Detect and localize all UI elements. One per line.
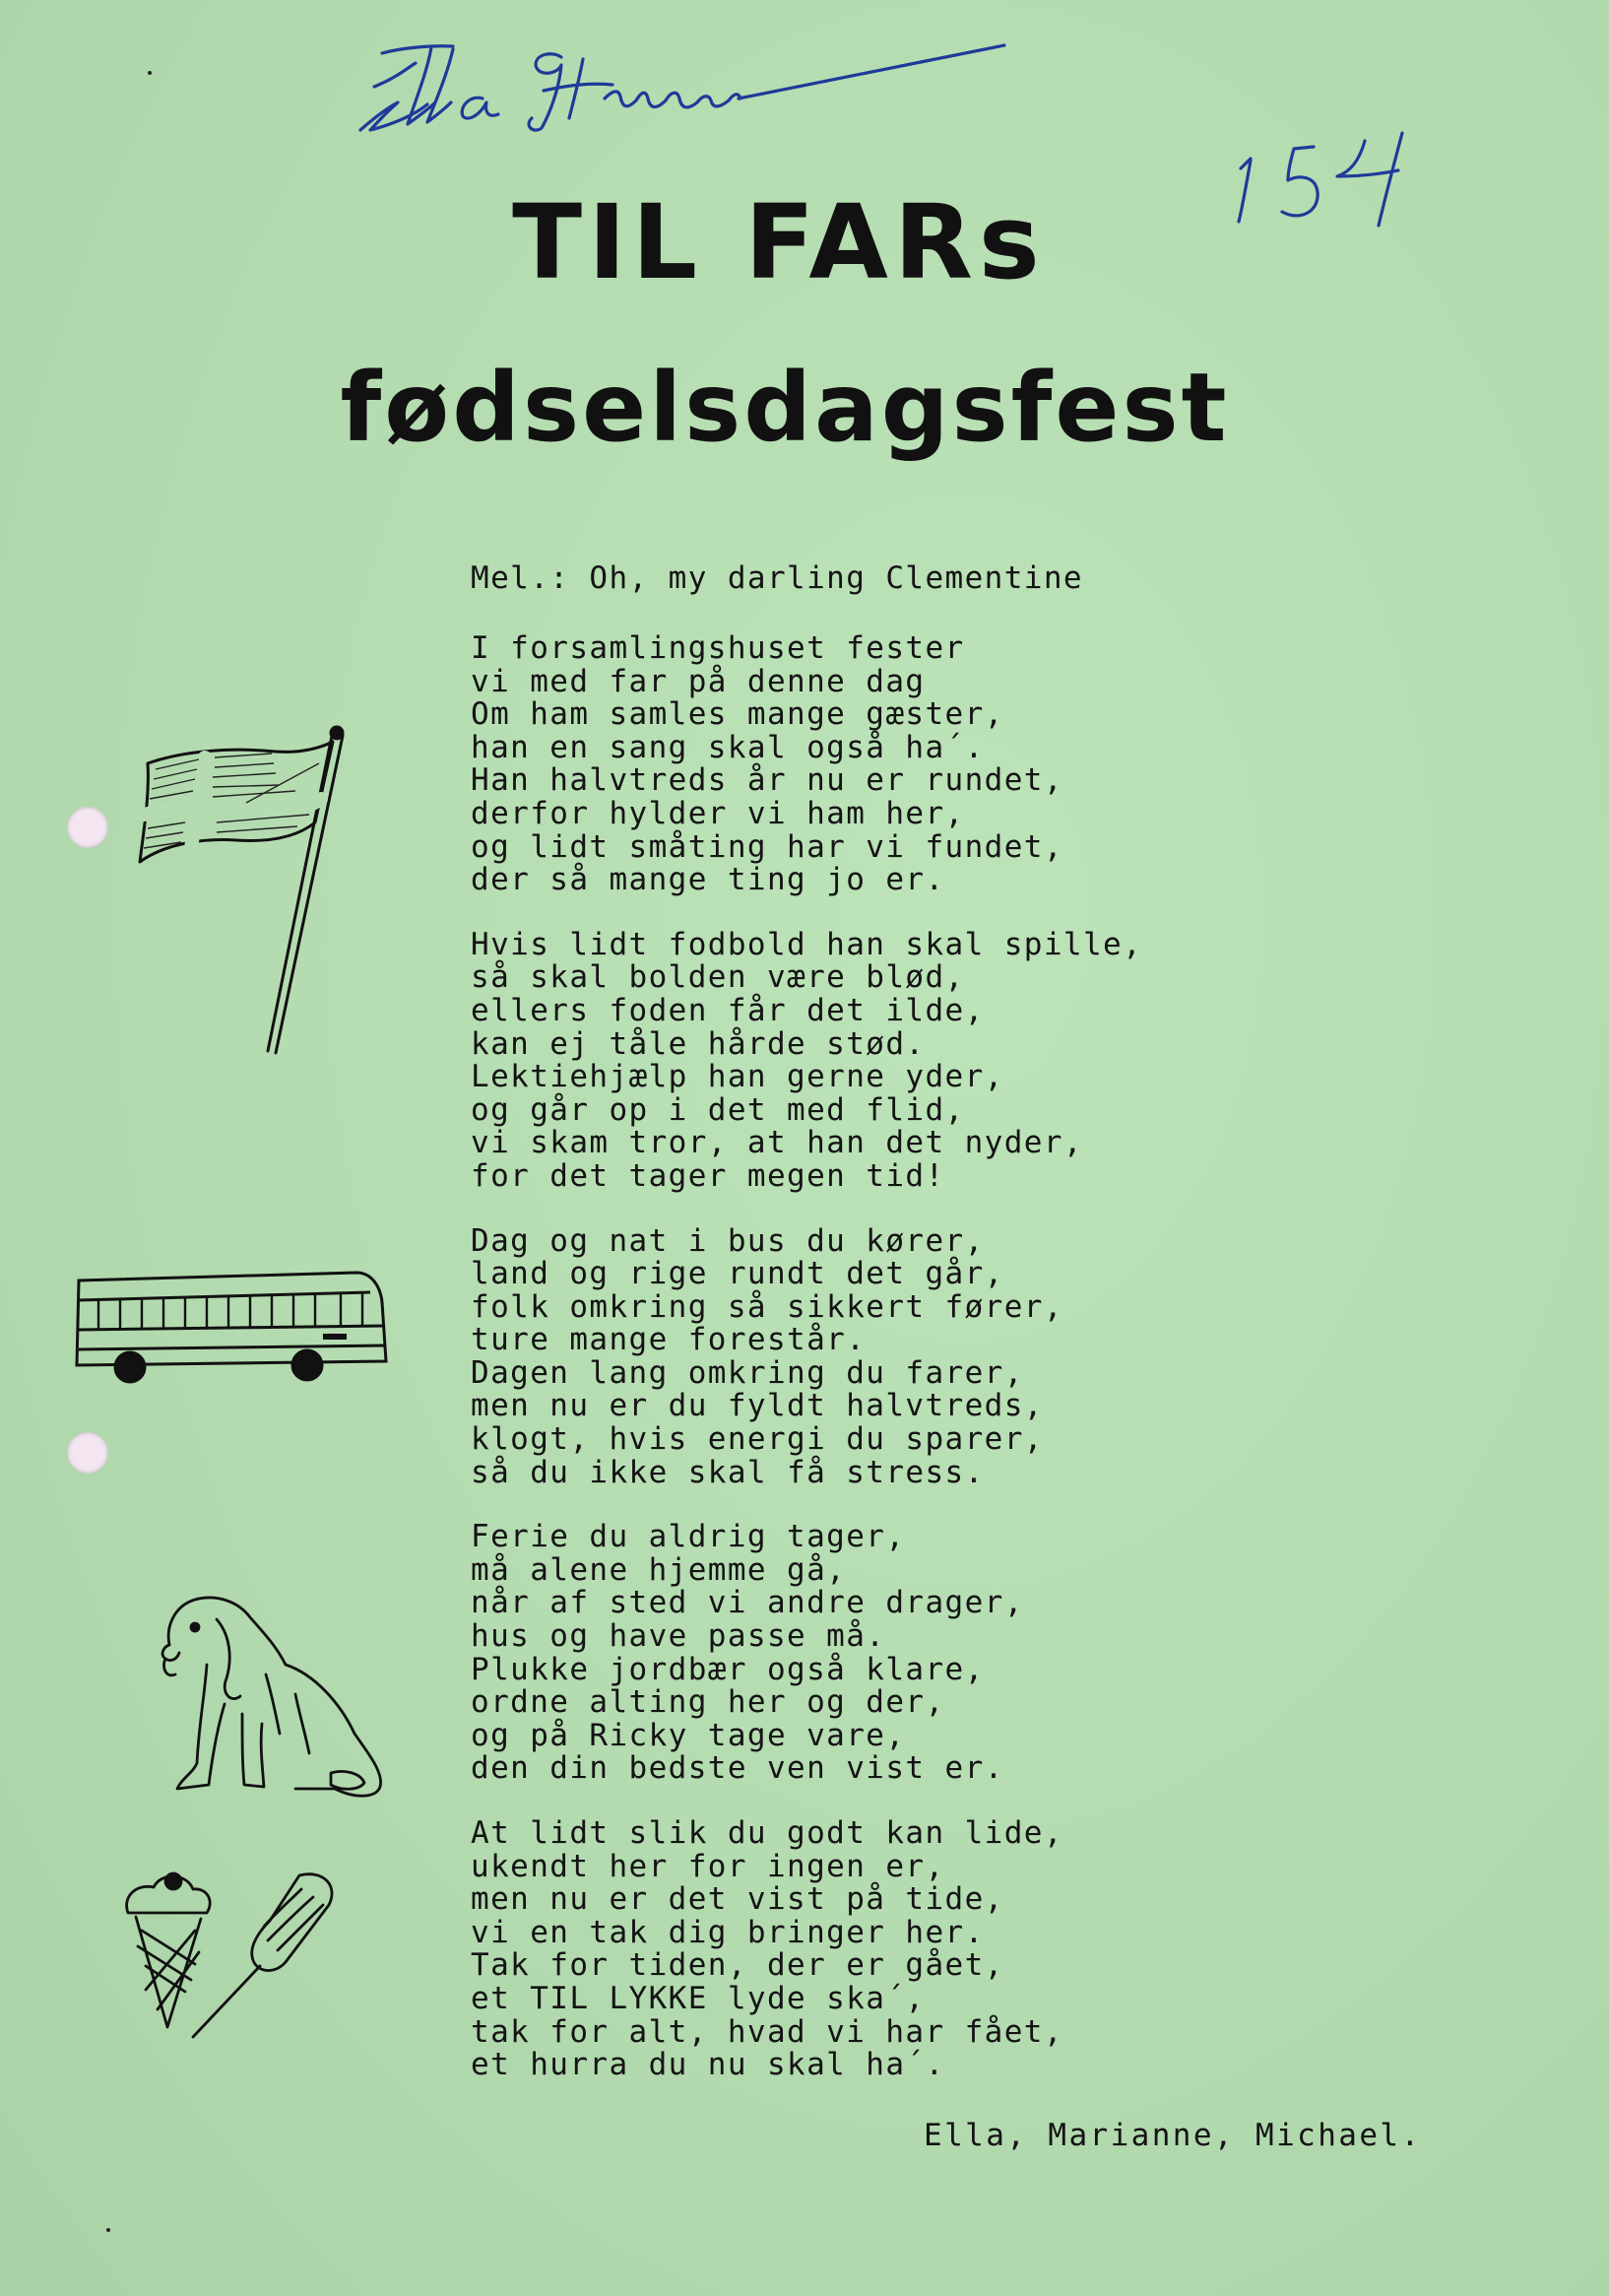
verse-line: må alene hjemme gå, [471,1551,847,1588]
verse-line: vi skam tror, at han det nyder, [471,1125,1083,1161]
verse-line: den din bedste ven vist er. [471,1750,1004,1787]
verse-line: så du ikke skal få stress. [471,1454,985,1490]
handwritten-signature [325,20,1034,148]
verse-line: men nu er det vist på tide, [471,1881,1004,1918]
stanza [471,1817,1554,2082]
melody-line: Mel.: Oh, my darling Clementine [471,560,1083,596]
verse-line: hus og have passe må. [471,1618,886,1655]
verse-line: Plukke jordbær også klare, [471,1651,985,1687]
verse-line: vi med far på denne dag [471,663,926,699]
verse-line: Dag og nat i bus du kører, [471,1222,985,1259]
verse-line: og går op i det med flid, [471,1091,965,1128]
verse-line: folk omkring så sikkert fører, [471,1288,1063,1325]
verse-line: kan ej tåle hårde stød. [471,1025,926,1062]
verse-line: Om ham samles mange gæster, [471,696,1004,733]
verse-line: derfor hylder vi ham her, [471,795,965,831]
verse-line: ellers foden får det ilde, [471,992,985,1028]
verse-line: han en sang skal også ha´. [471,729,985,765]
stanza [471,926,1554,1194]
title-line-1: TIL FARs [512,182,1046,302]
verse-line: men nu er du fyldt halvtreds, [471,1388,1044,1424]
verse-line: Hvis lidt fodbold han skal spille, [471,926,1143,962]
verse-line: Lektiehjælp han gerne yder, [471,1059,1004,1095]
verse-line: og lidt småting har vi fundet, [471,828,1063,865]
verse-line: et hurra du nu skal ha´. [471,2047,945,2083]
verse-line: for det tager megen tid! [471,1157,945,1194]
verse-line: Ferie du aldrig tager, [471,1519,906,1555]
flag-icon [128,724,359,1059]
bus-icon [69,1251,394,1394]
verse-line: ukendt her for ingen er, [471,1848,945,1884]
speck [106,2228,110,2232]
stanza [471,632,1554,897]
verse-line: vi en tak dig bringer her. [471,1914,985,1950]
ice-cream-icon [116,1862,382,2049]
stanza [471,1521,1554,1786]
title-line-2: fødselsdagsfest [340,353,1230,463]
verse-line: Han halvtreds år nu er rundet, [471,762,1063,799]
verse-line: land og rige rundt det går, [471,1256,1004,1292]
verse-line: der så mange ting jo er. [471,862,945,898]
stanza-list [471,632,1554,2082]
verse-line: så skal bolden være blød, [471,959,965,996]
verse-line: et TIL LYKKE lyde ska´, [471,1980,926,2016]
verse-line: klogt, hvis energi du sparer, [471,1421,1044,1458]
authors-signature: Ella, Marianne, Michael. [924,2118,1422,2153]
verse-line: At lidt slik du godt kan lide, [471,1815,1063,1851]
verse-line: Tak for tiden, der er gået, [471,1947,1004,1984]
punch-hole [67,1432,108,1474]
verse-line: I forsamlingshuset fester [471,630,965,666]
dog-icon [148,1576,404,1812]
verse-line: Dagen lang omkring du farer, [471,1354,1024,1391]
verse-line: ordne alting her og der, [471,1684,945,1721]
punch-hole [67,807,108,848]
verse-line: ture mange forestår. [471,1322,867,1358]
speck [148,71,152,75]
verse-line: tak for alt, hvad vi har fået, [471,2013,1063,2050]
verse-line: når af sted vi andre drager, [471,1585,1024,1621]
song-text [471,561,1554,2114]
verse-line: og på Ricky tage vare, [471,1717,906,1753]
stanza [471,1222,1554,1490]
